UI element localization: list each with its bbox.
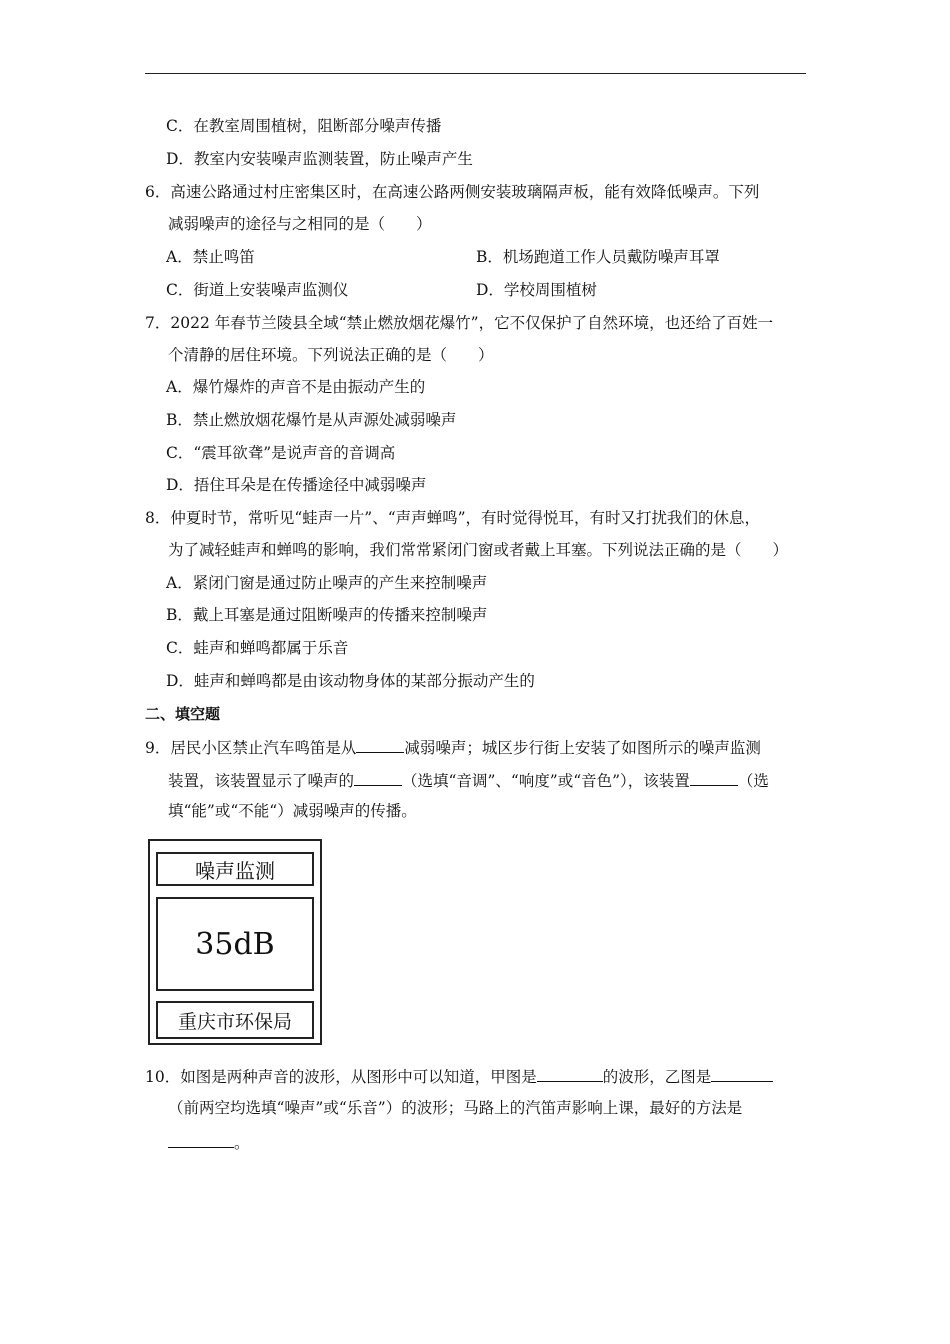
- q10-text-1b: 的波形，乙图是: [602, 1068, 712, 1086]
- q6-stem-line2: 减弱噪声的途径与之相同的是（ ）: [168, 215, 432, 233]
- q7-option-c: C．“震耳欲聋”是说声音的音调高: [166, 444, 396, 462]
- q9-blank-1[interactable]: [356, 736, 404, 753]
- q7-option-a: A．爆竹爆炸的声音不是由振动产生的: [166, 378, 426, 396]
- q7-option-d: D．捂住耳朵是在传播途径中减弱噪声: [166, 476, 427, 494]
- q10-blank-1[interactable]: [537, 1065, 603, 1082]
- q9-text-2b: （选填“音调”、“响度”或“音色”），该装置: [402, 772, 690, 790]
- monitor-footer: 重庆市环保局: [156, 1001, 314, 1039]
- q8-stem-line2: 为了减轻蛙声和蝉鸣的影响，我们常常紧闭门窗或者戴上耳塞。下列说法正确的是（ ）: [168, 541, 789, 559]
- q8-option-a: A．紧闭门窗是通过防止噪声的产生来控制噪声: [166, 574, 488, 592]
- noise-monitor-figure: [148, 839, 322, 1045]
- q7-stem-line1: 7．2022 年春节兰陵县全域“禁止燃放烟花爆竹”，它不仅保护了自然环境，也还给了百姓一: [145, 314, 774, 332]
- q10-text-1a: 10．如图是两种声音的波形，从图形中可以知道，甲图是: [145, 1068, 537, 1086]
- q10-text-3end: 。: [234, 1134, 250, 1152]
- q10-blank-2[interactable]: [711, 1065, 773, 1082]
- q10-line3: [168, 1131, 250, 1153]
- q7-stem-line2: 个清静的居住环境。下列说法正确的是（ ）: [168, 346, 494, 364]
- q8-stem-line1: 8．仲夏时节，常听见“蛙声一片”、“声声蝉鸣”，有时觉得悦耳，有时又打扰我们的休息，: [145, 509, 761, 527]
- q5-option-d: D．教室内安装噪声监测装置，防止噪声产生: [166, 150, 473, 168]
- monitor-reading: 35dB: [156, 897, 314, 991]
- q9-text-1a: 9．居民小区禁止汽车鸣笛是从: [145, 739, 357, 757]
- q9-blank-2[interactable]: [354, 769, 402, 786]
- q8-option-d: D．蛙声和蝉鸣都是由该动物身体的某部分振动产生的: [166, 672, 535, 690]
- q6-stem-line1: 6．高速公路通过村庄密集区时，在高速公路两侧安装玻璃隔声板，能有效降低噪声。下列: [145, 183, 760, 201]
- q8-option-b: B．戴上耳塞是通过阻断噪声的传播来控制噪声: [166, 606, 488, 624]
- q9-blank-3[interactable]: [690, 769, 738, 786]
- q10-blank-3[interactable]: [168, 1131, 234, 1148]
- section-title: 二、填空题: [145, 705, 221, 723]
- q6-option-c: C．街道上安装噪声监测仪: [166, 281, 349, 299]
- header-rule: [145, 73, 806, 74]
- q9-line3: 填“能”或“不能“）减弱噪声的传播。: [168, 802, 417, 820]
- q9-text-2c: （选: [737, 772, 769, 790]
- q9-text-2a: 装置，该装置显示了噪声的: [168, 772, 355, 790]
- q10-line1: [145, 1065, 773, 1087]
- q6-option-d: D．学校周围植树: [476, 281, 597, 299]
- q8-option-c: C．蛙声和蝉鸣都属于乐音: [166, 639, 349, 657]
- q9-line2: [168, 769, 769, 791]
- q9-text-1b: 减弱噪声；城区步行街上安装了如图所示的噪声监测: [404, 739, 761, 757]
- monitor-title: 噪声监测: [156, 852, 314, 886]
- q10-line2: （前两空均选填“噪声”或“乐音”）的波形；马路上的汽笛声影响上课，最好的方法是: [168, 1099, 743, 1117]
- q9-line1: [145, 736, 761, 758]
- q5-option-c: C．在教室周围植树，阻断部分噪声传播: [166, 117, 442, 135]
- q7-option-b: B．禁止燃放烟花爆竹是从声源处减弱噪声: [166, 411, 457, 429]
- q6-option-b: B．机场跑道工作人员戴防噪声耳罩: [476, 248, 720, 266]
- q6-option-a: A．禁止鸣笛: [166, 248, 255, 266]
